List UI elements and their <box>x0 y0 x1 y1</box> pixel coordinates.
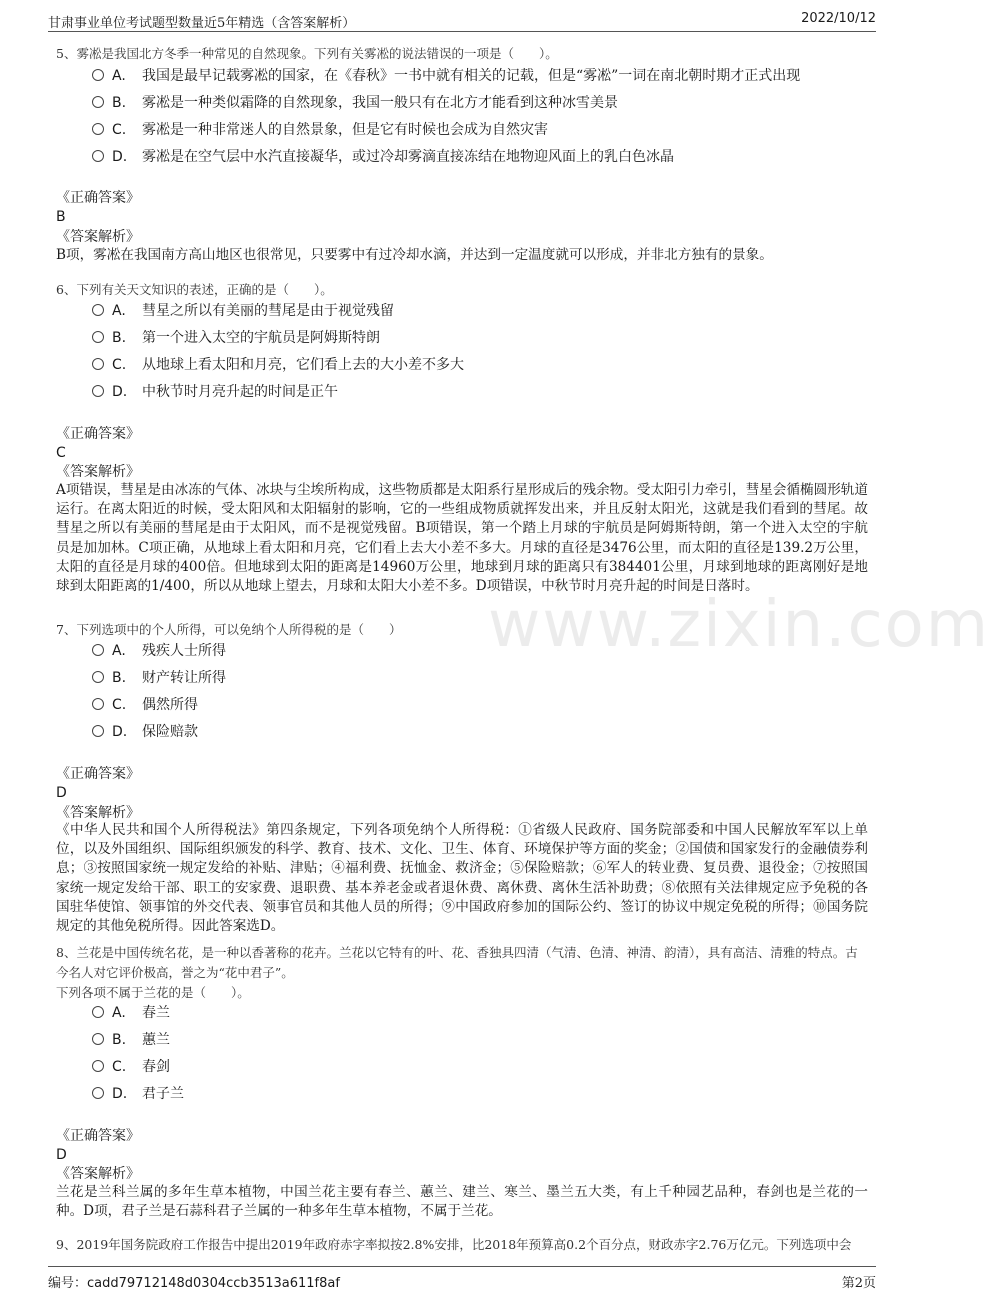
q8-answer: D <box>56 1147 67 1163</box>
q6-answer: C <box>56 445 66 461</box>
q6-option-d[interactable]: D. 中秋节时月亮升起的时间是正午 <box>92 381 338 403</box>
q7-correct-label: 《正确答案》 <box>56 766 140 782</box>
document-title: 甘肃事业单位考试题型数量近5年精选（含答案解析） <box>48 16 356 31</box>
q6-option-a[interactable]: A. 彗星之所以有美丽的彗尾是由于视觉残留 <box>92 300 394 322</box>
radio-icon[interactable] <box>92 1087 104 1099</box>
radio-icon[interactable] <box>92 644 104 656</box>
q8-explanation: 兰花是兰科兰属的多年生草本植物，中国兰花主要有春兰、蕙兰、建兰、寒兰、墨兰五大类，有上千种园艺品种，春剑也是兰花的一种。D项，君子兰是石蒜科君子兰属的一种多年生草本植物，不属于兰花。 <box>56 1184 868 1220</box>
page-number: 第2页 <box>841 1276 876 1291</box>
q7-option-d[interactable]: D. 保险赔款 <box>92 721 198 743</box>
q8-analysis-label: 《答案解析》 <box>56 1166 140 1182</box>
question-9-stem: 9、2019年国务院政府工作报告中提出2019年政府赤字率拟按2.8%安排，比2018年预算高0.2个百分点，财政赤字2.76万亿元。下列选项中会 <box>56 1237 852 1252</box>
radio-icon[interactable] <box>92 698 104 710</box>
question-8-prompt: 下列各项不属于兰花的是（ ）。 <box>56 985 250 1000</box>
q5-answer: B <box>56 209 66 225</box>
radio-icon[interactable] <box>92 1033 104 1045</box>
q5-option-b[interactable]: B. 雾凇是一种类似霜降的自然现象，我国一般只有在北方才能看到这种冰雪美景 <box>92 92 618 114</box>
question-8-stem: 8、兰花是中国传统名花，是一种以香著称的花卉。兰花以它特有的叶、花、香独具四清（气清、色清、神清、韵清），具有高洁、清雅的特点。古今名人对它评价极高，誉之为“花中君子”。 <box>56 945 858 980</box>
q5-option-d[interactable]: D. 雾凇是在空气层中水汽直接凝华，或过冷却雾滴直接冻结在地物迎风面上的乳白色冰晶 <box>92 146 674 168</box>
radio-icon[interactable] <box>92 671 104 683</box>
q6-analysis-label: 《答案解析》 <box>56 464 140 480</box>
q6-option-b[interactable]: B. 第一个进入太空的宇航员是阿姆斯特朗 <box>92 327 380 349</box>
radio-icon[interactable] <box>92 331 104 343</box>
radio-icon[interactable] <box>92 150 104 162</box>
q8-option-c[interactable]: C. 春剑 <box>92 1056 170 1078</box>
page-header <box>48 9 876 32</box>
q7-option-a[interactable]: A. 残疾人士所得 <box>92 640 226 662</box>
question-7-stem: 7、下列选项中的个人所得，可以免纳个人所得税的是（ ） <box>56 622 402 637</box>
q7-analysis-label: 《答案解析》 <box>56 805 140 821</box>
q7-option-c[interactable]: C. 偶然所得 <box>92 694 198 716</box>
q5-correct-label: 《正确答案》 <box>56 190 140 206</box>
radio-icon[interactable] <box>92 69 104 81</box>
radio-icon[interactable] <box>92 123 104 135</box>
q8-correct-label: 《正确答案》 <box>56 1128 140 1144</box>
page-footer <box>48 1266 876 1291</box>
document-code: 编号：cadd79712148d0304ccb3513a611f8af <box>48 1276 340 1291</box>
question-6-stem: 6、下列有关天文知识的表述，正确的是（ ）。 <box>56 282 333 297</box>
q5-explanation: B项，雾凇在我国南方高山地区也很常见，只要雾中有过冷却水滴，并达到一定温度就可以形成，并非北方独有的景象。 <box>56 247 773 263</box>
watermark: www.zixin.com <box>488 588 990 662</box>
q7-explanation: 《中华人民共和国个人所得税法》第四条规定，下列各项免纳个人所得税：①省级人民政府、国务院部委和中国人民解放军军以上单位，以及外国组织、国际组织颁发的科学、教育、技术、文化、卫生、体育、环境保护等方面的奖金；②国债和国家发行的金融债券利息；③按照国家统一规定发给的补贴、津贴；④福利费、抚恤金、救济金；⑤保险赔款；⑥军人的转业费、复员费、退役金；⑦按照国家统一规定发给干部、职工的安家费、退职费、基本养老金或者退休费、离休费、离休生活补助费；⑧依照有关法律规定应予免税的各国驻华使馆、领事馆的外交代表、领事官员和其他人员的所得；⑨中国政府参加的国际公约、签订的协议中规定免税的所得；⑩国务院规定的其他免税所得。因此答案选D。 <box>56 822 868 935</box>
radio-icon[interactable] <box>92 304 104 316</box>
radio-icon[interactable] <box>92 1060 104 1072</box>
q5-analysis-label: 《答案解析》 <box>56 229 140 245</box>
q5-option-a[interactable]: A. 我国是最早记载雾凇的国家，在《春秋》一书中就有相关的记载，但是“雾凇”一词在南北朝时期才正式出现 <box>92 65 800 87</box>
q6-explanation: A项错误，彗星是由冰冻的气体、冰块与尘埃所构成，这些物质都是太阳系行星形成后的残余物。受太阳引力牵引，彗星会循椭圆形轨道运行。在离太阳近的时候，受太阳风和太阳辐射的影响，它的一些组成物质就挥发出来，并且反射太阳光，这就是我们看到的彗尾。故彗星之所以有美丽的彗尾是由于太阳风，而不是视觉残留。B项错误，第一个踏上月球的宇航员是阿姆斯特朗，第一个进入太空的宇航员是加加林。C项正确，从地球上看太阳和月亮，它们看上去大小差不多大。月球的直径是3476公里，而太阳的直径是139.2万公里，太阳的直径是月球的400倍。但地球到太阳的距离是14960万公里，地球到月球的距离只有384401公里，月球到地球的距离刚好是地球到太阳距离的1/400，所以从地球上望去，月球和太阳大小差不多。D项错误，中秋节时月亮升起的时间是日落时。 <box>56 482 868 595</box>
radio-icon[interactable] <box>92 358 104 370</box>
q7-option-b[interactable]: B. 财产转让所得 <box>92 667 226 689</box>
radio-icon[interactable] <box>92 1006 104 1018</box>
q6-option-c[interactable]: C. 从地球上看太阳和月亮，它们看上去的大小差不多大 <box>92 354 464 376</box>
radio-icon[interactable] <box>92 96 104 108</box>
radio-icon[interactable] <box>92 385 104 397</box>
q6-correct-label: 《正确答案》 <box>56 426 140 442</box>
q5-option-c[interactable]: C. 雾凇是一种非常迷人的自然景象，但是它有时候也会成为自然灾害 <box>92 119 548 141</box>
q7-answer: D <box>56 785 67 801</box>
q8-option-b[interactable]: B. 蕙兰 <box>92 1029 170 1051</box>
document-date: 2022/10/12 <box>801 11 876 26</box>
q8-option-a[interactable]: A. 春兰 <box>92 1002 170 1024</box>
radio-icon[interactable] <box>92 725 104 737</box>
q8-option-d[interactable]: D. 君子兰 <box>92 1083 184 1105</box>
question-5-stem: 5、雾凇是我国北方冬季一种常见的自然现象。下列有关雾凇的说法错误的一项是（ ）。 <box>56 46 558 61</box>
